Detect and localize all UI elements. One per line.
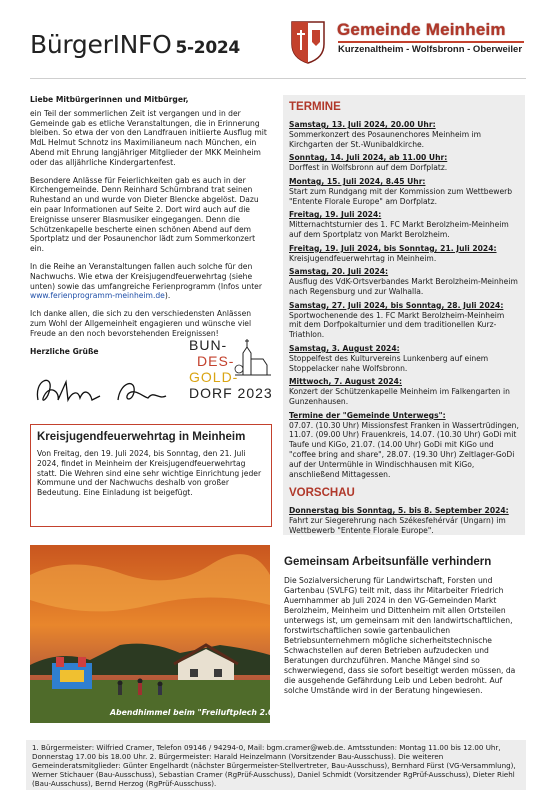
termine-panel bbox=[283, 95, 525, 535]
mayor-letter bbox=[30, 95, 268, 364]
event-description: Sommerkonzert des Posaunenchores Meinheim im Kirchgarten der St.-Wunibaldkirche. bbox=[289, 129, 482, 149]
letter-closing: Herzliche Grüße bbox=[30, 346, 99, 356]
event-item bbox=[289, 210, 519, 239]
event-date: Samstag, 20. Juli 2024: bbox=[289, 267, 389, 277]
arbeitsunfaelle-title: Gemeinsam Arbeitsunfälle verhindern bbox=[284, 556, 492, 568]
event-description: Start zum Rundgang mit der Kommission zum Wettbewerb "Entente Florale Europe" am Dorfplatz. bbox=[289, 186, 513, 206]
event-description: Ausflug des VdK-Ortsverbandes Markt Berolzheim-Meinheim nach Regensburg und zur Walhalla. bbox=[289, 277, 518, 296]
council-info: 1. Bürgermeister: Wilfried Cramer, Telefon 09146 / 94294-0, Mail: bgm.cramer@web.de. Amtsstunden: Montag 11.00 bis 12.00 Uhr, Donnerstag 17.00 bis 18.00 Uhr. 2. Bürgermeister: Harald Heinzelmann (Vorsitzender Bau-Ausschuss). Die weiteren Gemeinderatsmitglieder: Günter Engelhardt (nächster Bürgermeister-Stellvertreter, Bau-Ausschuss), Bernhard Fürst (VG-Versammlung), Werner Stichauer (Bau-Ausschuss), Sebastian Cramer (RgPrüf-Ausschuss), Daniel Schmidt (Vorsitzender RgPrüf-Ausschuss), Dieter Riehl (Bau-Ausschuss), Bernd Herzog (RgPrüf-Ausschuss). bbox=[32, 743, 516, 788]
signature-image bbox=[30, 370, 190, 410]
ferienprogramm-link[interactable]: www.ferienprogramm-meinheim.de bbox=[30, 291, 165, 301]
arbeitsunfaelle-article bbox=[284, 556, 526, 696]
letter-salutation: Liebe Mitbürgerinnen und Mitbürger, bbox=[30, 95, 189, 104]
event-item bbox=[289, 377, 519, 406]
event-date: Freitag, 19. Juli 2024: bbox=[289, 210, 382, 220]
event-date: Sonntag, 14. Juli 2024, ab 11.00 Uhr: bbox=[289, 153, 448, 163]
page-header bbox=[0, 0, 549, 80]
event-item bbox=[289, 120, 519, 149]
event-item bbox=[289, 177, 519, 206]
termine-title: TERMINE bbox=[289, 101, 341, 113]
header-red-rule bbox=[338, 41, 524, 43]
kreisjugend-text: Von Freitag, den 19. Juli 2024, bis Sonntag, den 21. Juli 2024, findet in Meinheim der Kreisjugendfeuerwehrtag statt. Die Wehren sind eine sehr wichtige Einrichtung jeder Kommune und der Nachwuchs deshalb von großer Bedeutung. Eine Einladung ist beigefügt. bbox=[37, 449, 262, 498]
letter-paragraph-1: ein Teil der sommerlichen Zeit ist vergangen und in der Gemeinde gab es etliche Veranstaltungen, die in Erinnerung bleiben. So etwa der von den Landfrauen initiierte Ausflug mit MdL Helmut Schnotz ins Maximilianeum nach München, ein Abend mit Ehrung langjähriger Mitglieder der MKK Meinheim oder das alljährliche Kindergartenfest. bbox=[30, 108, 267, 167]
event-date: Samstag, 13. Juli 2024, 20.00 Uhr: bbox=[289, 120, 436, 129]
event-item bbox=[289, 301, 519, 340]
event-description: Kreisjugendfeuerwehrtag in Meinheim. bbox=[289, 253, 437, 263]
photo-caption: Abendhimmel beim "Freiluftplech 2.0" bbox=[110, 708, 278, 717]
vorschau-title: VORSCHAU bbox=[289, 487, 355, 500]
event-description: Dorffest in Wolfsbronn auf dem Dorfplatz. bbox=[289, 163, 448, 173]
event-item bbox=[289, 411, 519, 480]
event-description: Konzert der Schützenkapelle Meinheim im Falkengarten in Gunzenhausen. bbox=[289, 387, 510, 406]
event-description: Stoppelfest des Kulturvereins Lunkenberg auf einem Stoppelacker nahe Wolfsbronn. bbox=[289, 353, 489, 373]
event-date: Samstag, 27. Juli 2024, bis Sonntag, 28. Juli 2024: bbox=[289, 300, 504, 310]
event-description: Mitternachtsturnier des 1. FC Markt Berolzheim-Meinheim auf dem Sportplatz von Markt Berolzheim. bbox=[289, 220, 509, 239]
vorschau-list bbox=[289, 506, 519, 535]
coat-of-arms-icon bbox=[290, 20, 326, 64]
letter-paragraph-3: In die Reihe an Veranstaltungen fallen auch solche für den Nachwuchs. Wie etwa der Kreisjugendfeuerwehrtag (siehe unten) sowie das umfangreiche Ferienprogramm (Infos unter www.ferienprogramm-meinheim.de). bbox=[30, 261, 262, 301]
event-item bbox=[289, 244, 519, 264]
kreisjugendfeuerwehrtag-box bbox=[30, 424, 272, 527]
arbeitsunfaelle-text: Die Sozialversicherung für Landwirtschaft, Forsten und Gartenbau (SVLFG) teilt mit, dass ihr Mitarbeiter Friedrich Auernhammer ab Juli 2024 in den VG-Gemeinden Markt Berolzheim, Meinheim und Dittenheim mit allen Ortsteilen unterwegs ist, um gemeinsam mit den landwirtschaftlichen, forstwirtschaftlichen sowie gartenbaulichen Betriebsunternehmern mögliche sicherheitstechnische Schwachstellen auf deren Betrieben aufzudecken und Beratungen durchzuführen. Manche Mängel sind so schwerwiegend, dass sie sofort beseitigt werden müssen, da die ausgehende Gefährdung Leib und Leben bedroht. Auf solche Umstände wird in der Beratung hingewiesen. bbox=[284, 576, 516, 695]
kreisjugend-title: Kreisjugendfeuerwehrtag in Meinheim bbox=[37, 431, 246, 443]
event-date: Mittwoch, 7. August 2024: bbox=[289, 377, 402, 387]
event-description: 07.07. (10.30 Uhr) Missionsfest Franken in Wassertrüdingen, 11.07. (09.00 Uhr) Frauenkreis, 14.07. (10.30 Uhr) GoDi mit Taufe und KiGo, 21.07. (14.00 Uhr) GoDi mit KiGo und "coffee bring and share", 28.07. (19.30 Uhr) Zeltlager-GoDi auf der Untermühle in Windischhausen mit KiGo, anschließend Mittagessen. bbox=[289, 420, 519, 479]
event-description: Fahrt zur Siegerehrung nach Székesfehérvár (Ungarn) im Wettbewerb "Entente Florale Europe". bbox=[289, 516, 506, 535]
municipality-villages: Kurzenaltheim - Wolfsbronn - Oberweiler bbox=[338, 44, 523, 55]
header-divider bbox=[30, 78, 526, 79]
event-photo bbox=[30, 545, 270, 723]
event-item bbox=[289, 506, 519, 535]
event-description: Sportwochenende des 1. FC Markt Berolzheim-Meinheim mit dem Dorfpokalturnier und dem traditionellen Kurz-Triathlon. bbox=[289, 310, 505, 340]
issue-number: 5-2024 bbox=[175, 38, 240, 58]
newsletter-title: BürgerINFO 5-2024 bbox=[30, 30, 240, 59]
event-date: Termine der "Gemeinde Unterwegs": bbox=[289, 410, 446, 420]
event-item bbox=[289, 344, 519, 373]
event-date: Montag, 15. Juli 2024, 8.45 Uhr: bbox=[289, 176, 426, 186]
event-item bbox=[289, 267, 519, 296]
termine-list bbox=[289, 120, 519, 479]
event-date: Donnerstag bis Sonntag, 5. bis 8. September 2024: bbox=[289, 506, 509, 516]
council-footer bbox=[26, 740, 526, 790]
letter-paragraph-2: Besondere Anlässe für Feierlichkeiten gab es auch in der Kirchengemeinde. Denn Reinhard Schürnbrand trat seinen Ruhestand an und wurde von Dieter Blencke abgelöst. Dazu ein paar Informationen auf Seite 2. Dort wird auch auf die Ereignisse unserer Blasmusiker eingegangen. Denn die Schützenkapelle bescherte einen schönen Abend auf dem Sportplatz und der Posaunenchor lädt zum Sommerkonzert ein. bbox=[30, 175, 259, 254]
letter-paragraph-4: Ich danke allen, die sich zu den verschiedensten Anlässen zum Wohl der Allgemeinheit engagieren und wünsche viel Freude an den noch bevorstehenden Ereignissen! bbox=[30, 309, 252, 338]
municipality-name: Gemeinde Meinheim bbox=[337, 20, 506, 39]
event-date: Samstag, 3. August 2024: bbox=[289, 343, 400, 353]
event-date: Freitag, 19. Juli 2024, bis Sonntag, 21. Juli 2024: bbox=[289, 243, 497, 253]
bundesgolddorf-badge: BUN- DES- GOLD- DORF 2023 bbox=[189, 337, 273, 401]
church-drawing-icon bbox=[233, 335, 273, 377]
event-item bbox=[289, 153, 519, 173]
